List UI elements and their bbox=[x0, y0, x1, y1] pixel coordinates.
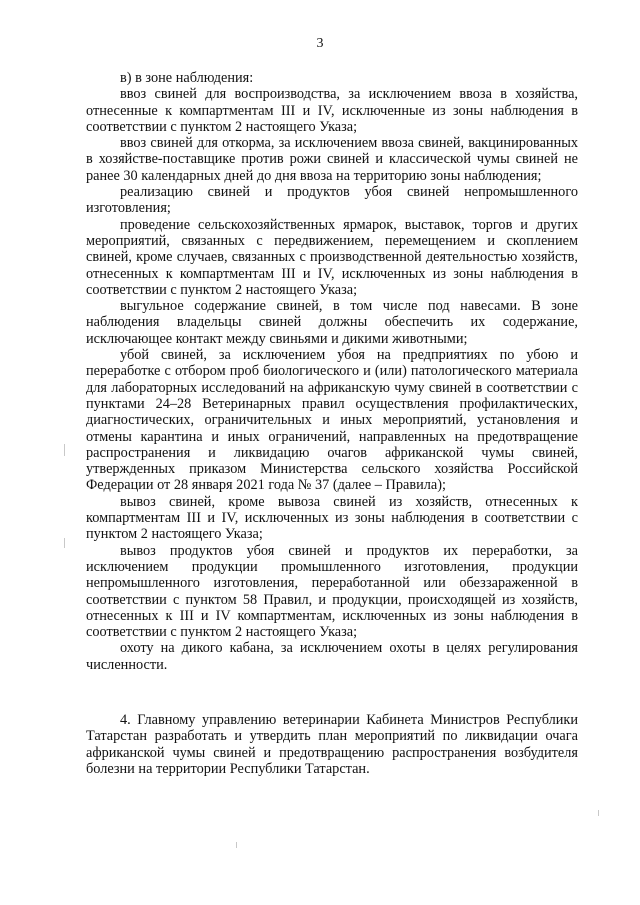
scan-mark-bottom-1 bbox=[236, 842, 237, 848]
paragraph-sale-products: реализацию свиней и продуктов убоя свиней непромышленного изготовления; bbox=[86, 184, 578, 217]
paragraph-breeding-import: ввоз свиней для воспроизводства, за исключением ввоза в хозяйства, отнесенные к компартментам III и IV, исключенные из зоны наблюдения в соответствии с пунктом 2 настоящего Указа; bbox=[86, 86, 578, 135]
scan-mark-left-2 bbox=[64, 538, 65, 548]
paragraph-slaughter: убой свиней, за исключением убоя на предприятиях по убою и переработке с отбором проб биологического и (или) патологического материала для лабораторных исследований на африканскую чуму свиней в соответствии с пунктами 24–28 Ветеринарных правил осуществления профилактических, диагностических, ограничительных и иных мероприятий, установления и отмены карантина и иных ограничений, направленных на предотвращение распространения и ликвидацию очагов африканской чумы свиней, утвержденных приказом Министерства сельского хозяйства Российской Федерации от 28 января 2021 года № 37 (далее – Правила); bbox=[86, 347, 578, 494]
paragraph-wild-boar-hunting: охоту на дикого кабана, за исключением охоты в целях регулирования численности. bbox=[86, 640, 578, 673]
item-4-paragraph: 4. Главному управлению ветеринарии Кабинета Министров Республики Татарстан разработать и утвердить план мероприятий по ликвидации очага африканской чумы свиней и предотвращению распространения возбудителя болезни на территории Республики Татарстан. bbox=[86, 712, 578, 777]
scan-mark-bottom-2 bbox=[598, 810, 599, 816]
restrictions-list bbox=[86, 70, 578, 673]
scan-mark-left-1 bbox=[64, 444, 65, 456]
paragraph-fattening-import: ввоз свиней для откорма, за исключением ввоза свиней, вакцинированных в хозяйстве-поставщике против рожи свиней и классической чумы свиней не ранее 30 календарных дней до дня ввоза на территорию зоны наблюдения; bbox=[86, 135, 578, 184]
item-4-block bbox=[86, 712, 578, 777]
paragraph-products-export: вывоз продуктов убоя свиней и продуктов их переработки, за исключением продукции промышленного изготовления, продукции непромышленного изготовления, переработанной или обеззараженной в соответствии с пунктом 58 Правил, и продукции, происходящей из хозяйств, отнесенных к III и IV компартментам, исключенных из зоны наблюдения в соответствии с пунктом 2 настоящего Указа; bbox=[86, 542, 578, 641]
paragraph-fairs-exhibitions: проведение сельскохозяйственных ярмарок, выставок, торгов и других мероприятий, связанных с передвижением, перемещением и скоплением свиней, кроме случаев, связанных с производственной деятельностью хозяйств, отнесенных к компартментам III и IV, исключенных из зоны наблюдения в соответствии с пунктом 2 настоящего Указа; bbox=[86, 216, 578, 298]
page-number: 3 bbox=[316, 36, 324, 51]
section-heading-observation-zone: в) в зоне наблюдения: bbox=[120, 70, 254, 86]
paragraph-pig-export: вывоз свиней, кроме вывоза свиней из хозяйств, отнесенных к компартментам III и IV, исключенных из зоны наблюдения в соответствии с пунктом 2 настоящего Указа; bbox=[86, 493, 578, 543]
paragraph-free-range-keeping: выгульное содержание свиней, в том числе под навесами. В зоне наблюдения владельцы свиней должны обеспечить их содержание, исключающее контакт между свиньями и дикими животными; bbox=[86, 298, 578, 347]
